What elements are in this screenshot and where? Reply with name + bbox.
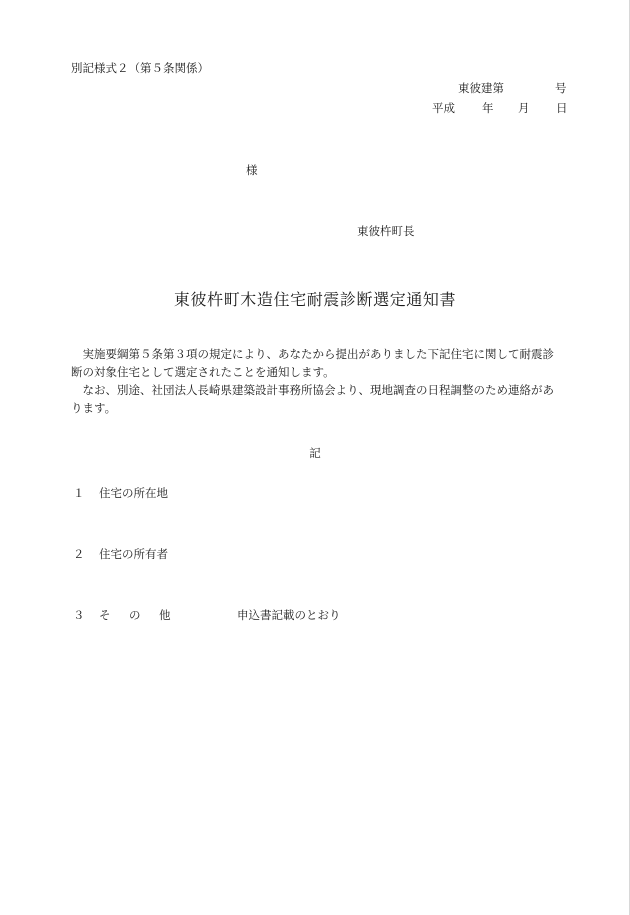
item-label [99,608,237,622]
date-year: 年 [482,101,494,115]
date-day: 日 [556,101,568,115]
item-label: 住宅の所有者 [99,547,168,561]
issue-date [432,101,568,115]
issuer-name: 東彼杵町長 [357,224,415,238]
document-number [458,81,567,95]
date-month: 月 [518,101,530,115]
body-paragraph-1: 実施要綱第５条第３項の規定により、あなたから提出がありました下記住宅に関して耐震診断の対象住宅として選定されたことを通知します。 [71,347,554,379]
item-label-char: そ [99,608,111,622]
item-label: 住宅の所在地 [99,486,168,500]
ki-heading: 記 [309,446,321,460]
item-label-char: 他 [159,608,171,622]
list-item [73,608,341,622]
document-title: 東彼杵町木造住宅耐震診断選定通知書 [173,290,457,309]
body-paragraph-2: なお、別途、社団法人長崎県建築設計事務所協会より、現地調査の日程調整のため連絡があります。 [71,383,554,415]
document-number-suffix: 号 [555,81,567,95]
addressee-honorific: 様 [246,163,258,177]
list-item [73,547,168,561]
date-era: 平成 [432,101,455,115]
item-value: 申込書記載のとおり [237,608,341,622]
item-number: ３ [73,608,85,622]
list-item [73,486,168,500]
form-reference: 別記様式２（第５条関係） [71,61,209,75]
item-label-char: の [129,608,141,622]
item-number: ２ [73,547,85,561]
item-number: １ [73,486,85,500]
document-number-prefix: 東彼建第 [458,81,504,95]
